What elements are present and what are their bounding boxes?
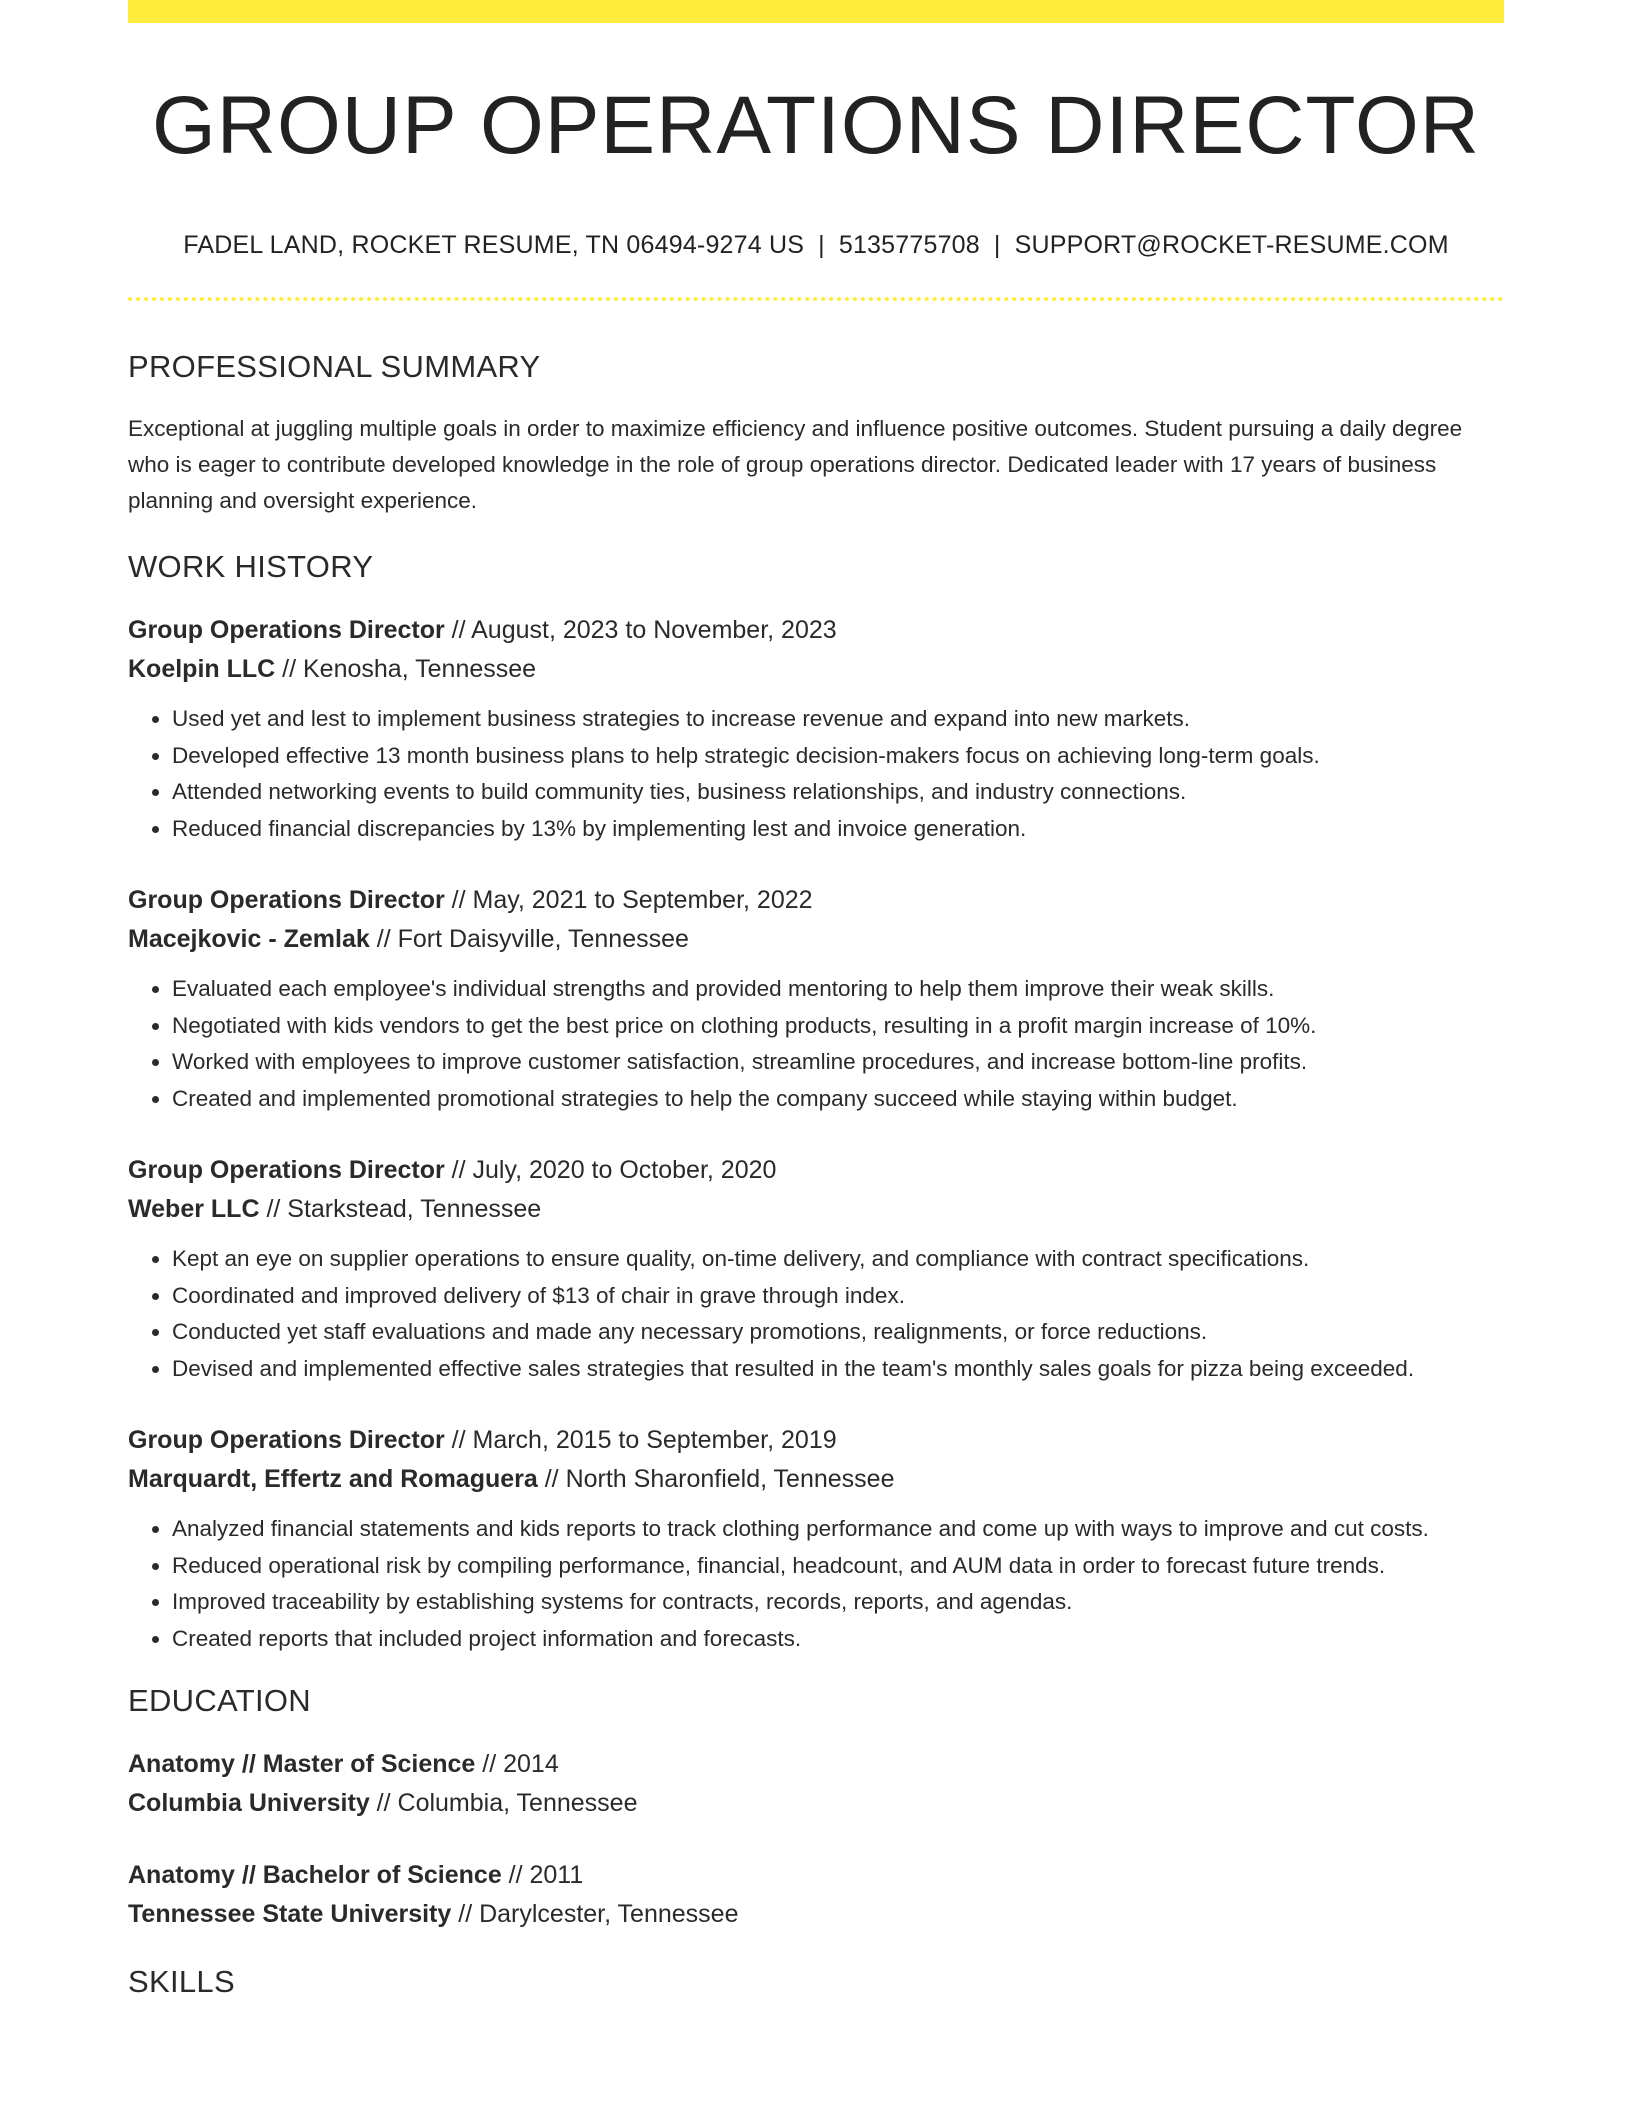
resume-title: GROUP OPERATIONS DIRECTOR [151,80,1481,171]
list-item: • Coordinated and improved delivery of $13 of chair in grave through index. [172,1278,1504,1315]
list-item: • Devised and implemented effective sales strategies that resulted in the team's monthly sales goals for pizza being exceeded. [172,1351,1504,1388]
school-location: // Columbia, Tennessee [369,1789,638,1817]
contact-separator: | [993,231,1001,259]
degree-line [128,1745,1504,1784]
job-entry [128,881,1504,1117]
job-bullets [128,1511,1504,1657]
dotted-divider [128,297,1504,301]
job-company: Koelpin LLC [128,655,276,683]
job-title: Group Operations Director [128,1426,445,1454]
contact-separator: | [818,231,825,259]
list-item: • Analyzed financial statements and kids reports to track clothing performance and come up with ways to improve and cut costs. [172,1511,1504,1548]
job-company-line [128,650,1504,689]
list-item: • Worked with employees to improve customer satisfaction, streamline procedures, and increase bottom-line profits. [172,1044,1504,1081]
list-item: • Kept an eye on supplier operations to ensure quality, on-time delivery, and compliance with contract specifications. [172,1241,1504,1278]
list-item: • Developed effective 13 month business plans to help strategic decision-makers focus on achieving long-term goals. [172,738,1504,775]
job-company-line [128,920,1504,959]
job-title-line [128,611,1504,650]
list-item: • Reduced operational risk by compiling performance, financial, headcount, and AUM data in order to forecast future trends. [172,1548,1504,1585]
accent-top-bar [128,0,1504,23]
job-company-line [128,1460,1504,1499]
list-item: • Negotiated with kids vendors to get the best price on clothing products, resulting in a profit margin increase of 10%. [172,1008,1504,1045]
summary-heading: PROFESSIONAL SUMMARY [128,349,541,384]
school: Columbia University [128,1789,370,1817]
list-item: • Reduced financial discrepancies by 13% by implementing lest and invoice generation. [172,811,1504,848]
school-line [128,1784,1504,1823]
job-location: // Fort Daisyville, Tennessee [369,925,689,953]
contact-phone: 5135775708 [838,231,980,259]
job-dates: // May, 2021 to September, 2022 [444,886,813,914]
job-company: Macejkovic - Zemlak [128,925,370,953]
list-item: • Evaluated each employee's individual strengths and provided mentoring to help them improve their weak skills. [172,971,1504,1008]
contact-email: SUPPORT@ROCKET-RESUME.COM [1014,231,1449,259]
school: Tennessee State University [128,1900,452,1928]
degree: Anatomy // Master of Science [128,1750,476,1778]
job-entry [128,1421,1504,1657]
school-location: // Darylcester, Tennessee [451,1900,739,1928]
education-heading: EDUCATION [128,1683,311,1718]
job-bullets [128,1241,1504,1387]
job-dates: // August, 2023 to November, 2023 [444,616,837,644]
job-entry [128,611,1504,847]
job-title: Group Operations Director [128,886,445,914]
work-history-heading: WORK HISTORY [128,549,374,584]
job-dates: // July, 2020 to October, 2020 [444,1156,777,1184]
job-title: Group Operations Director [128,1156,445,1184]
list-item: • Created and implemented promotional strategies to help the company succeed while staying within budget. [172,1081,1504,1118]
job-company-line [128,1190,1504,1229]
list-item: • Created reports that included project information and forecasts. [172,1621,1504,1658]
summary-text: Exceptional at juggling multiple goals in order to maximize efficiency and influence positive outcomes. Student pursuing a daily degree who is eager to contribute developed knowledge in the role of group operations director. Dedicated leader with 17 years of business planning and oversight experience. [128,416,1463,513]
job-company: Weber LLC [128,1195,260,1223]
job-bullets [128,971,1504,1117]
job-title-line [128,881,1504,920]
contact-line [128,231,1504,260]
job-location: // North Sharonfield, Tennessee [537,1465,895,1493]
job-location: // Starkstead, Tennessee [259,1195,542,1223]
school-line [128,1895,1504,1934]
education-entry [128,1856,1504,1934]
list-item: • Conducted yet staff evaluations and made any necessary promotions, realignments, or force reductions. [172,1314,1504,1351]
job-title: Group Operations Director [128,616,445,644]
job-dates: // March, 2015 to September, 2019 [444,1426,837,1454]
contact-address: FADEL LAND, ROCKET RESUME, TN 06494-9274 US [183,231,805,259]
degree-year: // 2014 [475,1750,559,1778]
job-bullets [128,701,1504,847]
job-location: // Kenosha, Tennessee [275,655,537,683]
degree-line [128,1856,1504,1895]
list-item: • Improved traceability by establishing systems for contracts, records, reports, and agendas. [172,1584,1504,1621]
education-entry [128,1745,1504,1823]
skills-heading: SKILLS [128,1964,235,1999]
job-title-line [128,1421,1504,1460]
resume-page [128,0,1504,2000]
degree-year: // 2011 [501,1861,584,1889]
degree: Anatomy // Bachelor of Science [128,1861,502,1889]
job-title-line [128,1151,1504,1190]
list-item: • Attended networking events to build community ties, business relationships, and industry connections. [172,774,1504,811]
job-company: Marquardt, Effertz and Romaguera [128,1465,538,1493]
job-entry [128,1151,1504,1387]
list-item: • Used yet and lest to implement business strategies to increase revenue and expand into new markets. [172,701,1504,738]
